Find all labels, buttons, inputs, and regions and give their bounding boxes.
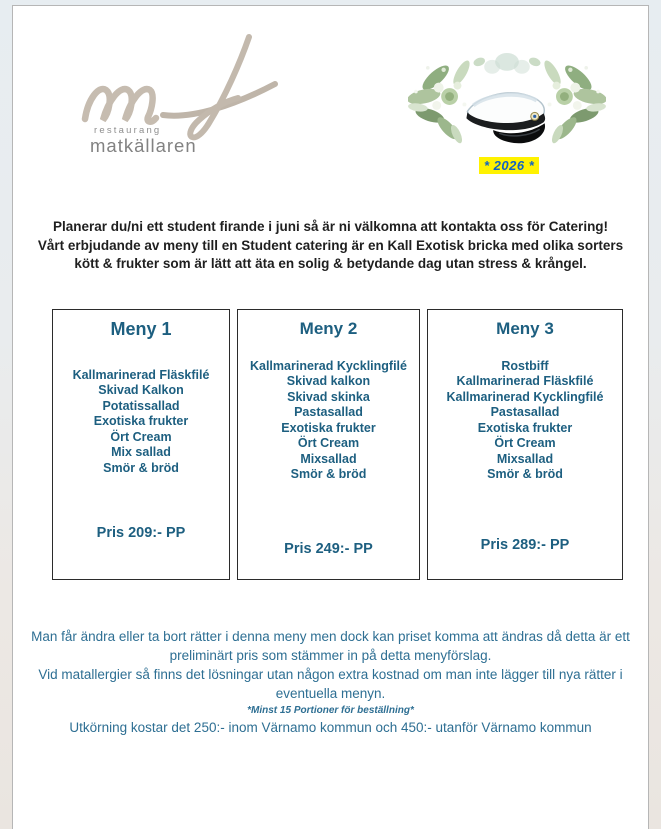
menus-row	[52, 309, 648, 580]
menu-2-items	[250, 359, 407, 483]
menu-item: Kallmarinerad Kycklingfilé	[249, 358, 407, 373]
menu-item: Kallmarinerad Fläskfilé	[456, 374, 594, 388]
student-cap-wreath-icon	[408, 42, 606, 156]
menu-item: Skivad Kalkon	[98, 383, 184, 397]
menu-item: Mix sallad	[111, 445, 171, 459]
menu-1-title: Meny 1	[110, 318, 172, 339]
footer-paragraph-3: Utkörning kostar det 250:- inom Värnamo kommun och 450:- utanför Värnamo kommun	[69, 719, 592, 735]
menu-item: Exotiska frukter	[281, 420, 376, 435]
menu-item: Skivad skinka	[287, 389, 370, 404]
menu-item: Skivad kalkon	[286, 374, 371, 388]
menu-item: Smör & bröd	[487, 467, 563, 481]
intro-paragraph-2: Vårt erbjudande av meny till en Student catering är en Kall Exotisk bricka med olika sorters kött & frukter som är lätt att äta en solig & betydande dag utan stress & krångel.	[37, 237, 624, 271]
menu-item: Mixsallad	[496, 451, 554, 466]
menu-item: Rostbiff	[501, 358, 549, 373]
menu-3-price: Pris 289:- PP	[480, 536, 570, 553]
menu-1-price: Pris 209:- PP	[96, 524, 186, 541]
menu-item: Ört Cream	[494, 436, 556, 450]
menu-item: Smör & bröd	[103, 460, 179, 475]
logo-restaurant-name: matkällaren	[90, 135, 197, 156]
menu-2-price: Pris 249:- PP	[284, 540, 373, 557]
menu-item: Smör & bröd	[290, 467, 367, 481]
menu-card-3	[427, 309, 623, 580]
footer-paragraph-2: Vid matallergier så finns det lösningar utan någon extra kostnad om man inte lägger till nya rätter i eventuella menyn.	[38, 666, 623, 701]
menu-3-items	[446, 359, 603, 483]
footer-minimum-order-note: *Minst 15 Portioner för beställning*	[247, 704, 414, 716]
year-badge: * 2026 *	[479, 157, 539, 174]
footer-paragraph-1: Man får ändra eller ta bort rätter i denna meny men dock kan priset komma att ändras då detta är ett preliminärt pris som stämmer in på detta menyförslag.	[31, 628, 630, 663]
menu-item: Ört Cream	[297, 436, 360, 450]
menu-card-1	[52, 309, 230, 580]
menu-item: Exotiska frukter	[93, 414, 189, 428]
floral-wreath-right-icon	[541, 58, 606, 145]
student-cap-icon	[466, 93, 545, 143]
menu-item: Pastasallad	[490, 405, 560, 419]
menu-item: Mixsallad	[300, 451, 357, 466]
menu-item: Potatissallad	[102, 398, 180, 413]
menu-3-title: Meny 3	[496, 318, 554, 338]
menu-2-title: Meny 2	[299, 318, 358, 338]
menu-item: Kallmarinerad Kycklingfilé	[446, 389, 604, 404]
menu-card-2	[237, 309, 420, 580]
header	[13, 6, 648, 218]
floral-wreath-left-icon	[408, 58, 473, 145]
menu-item: Pastasallad	[294, 405, 363, 419]
restaurant-logo	[73, 31, 278, 166]
menu-item: Exotiska frukter	[477, 420, 573, 435]
menu-item: Ört Cream	[110, 429, 172, 444]
logo-subtitle: restaurang	[94, 125, 162, 136]
student-cap-wreath-illustration	[408, 42, 606, 156]
menu-item: Kallmarinerad Fläskfilé	[72, 367, 210, 382]
intro-text	[13, 218, 648, 274]
intro-paragraph-1: Planerar du/ni ett student firande i juni så är ni välkomna att kontakta oss för Catering!	[52, 219, 609, 234]
menu-1-items	[73, 368, 210, 477]
document-page	[12, 5, 649, 829]
footer-notes	[13, 627, 648, 737]
